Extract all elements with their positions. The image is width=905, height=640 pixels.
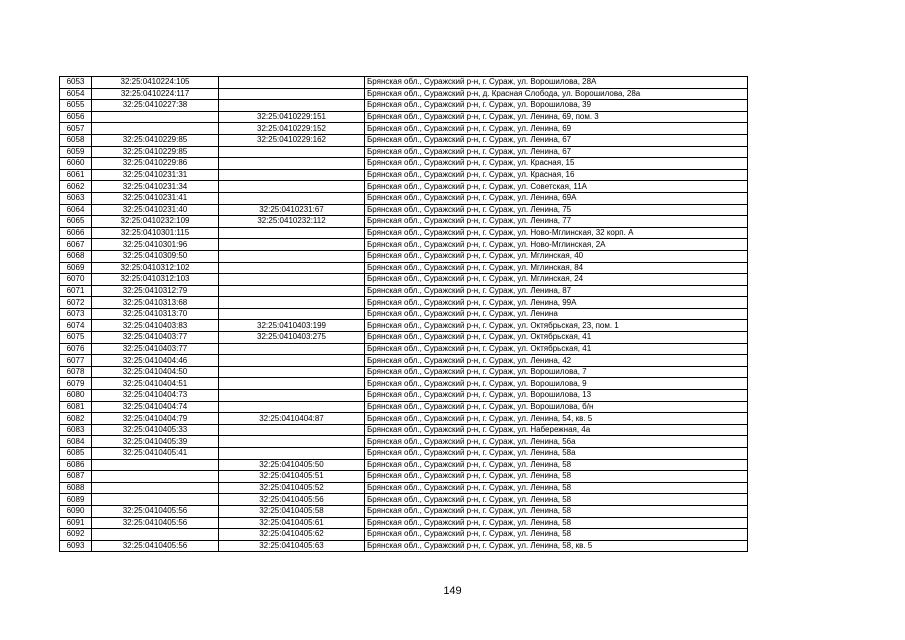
address-cell: Брянская обл., Суражский р-н, г. Сураж, ул. Ленина, 42 bbox=[365, 355, 748, 367]
page-number: 149 bbox=[443, 585, 462, 597]
table-row bbox=[60, 111, 748, 123]
parcel-cadastral-number-cell bbox=[92, 123, 219, 135]
row-number-cell: 6057 bbox=[60, 123, 92, 135]
row-number-cell: 6080 bbox=[60, 390, 92, 402]
address-cell: Брянская обл., Суражский р-н, г. Сураж, ул. Ворошилова, 9 bbox=[365, 378, 748, 390]
building-cadastral-number-cell: 32:25:0410229:152 bbox=[219, 123, 365, 135]
row-number-cell: 6078 bbox=[60, 366, 92, 378]
address-cell: Брянская обл., Суражский р-н, г. Сураж, ул. Ленина, 58 bbox=[365, 471, 748, 483]
address-cell: Брянская обл., Суражский р-н, д. Красная Слобода, ул. Ворошилова, 28а bbox=[365, 88, 748, 100]
address-cell: Брянская обл., Суражский р-н, г. Сураж, ул. Ворошилова, 39 bbox=[365, 100, 748, 112]
row-number-cell: 6087 bbox=[60, 471, 92, 483]
building-cadastral-number-cell bbox=[219, 250, 365, 262]
address-cell: Брянская обл., Суражский р-н, г. Сураж, ул. Ново-Мглинская, 2А bbox=[365, 239, 748, 251]
table-row bbox=[60, 436, 748, 448]
building-cadastral-number-cell bbox=[219, 355, 365, 367]
address-cell: Брянская обл., Суражский р-н, г. Сураж, ул. Мглинская, 84 bbox=[365, 262, 748, 274]
row-number-cell: 6055 bbox=[60, 100, 92, 112]
address-cell: Брянская обл., Суражский р-н, г. Сураж, ул. Ленина, 58 bbox=[365, 505, 748, 517]
parcel-cadastral-number-cell: 32:25:0410229:85 bbox=[92, 146, 219, 158]
building-cadastral-number-cell bbox=[219, 297, 365, 309]
building-cadastral-number-cell: 32:25:0410405:51 bbox=[219, 471, 365, 483]
parcel-cadastral-number-cell: 32:25:0410405:39 bbox=[92, 436, 219, 448]
building-cadastral-number-cell bbox=[219, 424, 365, 436]
table-row bbox=[60, 123, 748, 135]
row-number-cell: 6072 bbox=[60, 297, 92, 309]
address-cell: Брянская обл., Суражский р-н, г. Сураж, ул. Ленина, 58 bbox=[365, 482, 748, 494]
table-row bbox=[60, 100, 748, 112]
address-cell: Брянская обл., Суражский р-н, г. Сураж, ул. Мглинская, 24 bbox=[365, 274, 748, 286]
address-cell: Брянская обл., Суражский р-н, г. Сураж, ул. Ленина, 87 bbox=[365, 285, 748, 297]
parcel-cadastral-number-cell: 32:25:0410312:103 bbox=[92, 274, 219, 286]
table-row bbox=[60, 239, 748, 251]
table-row bbox=[60, 227, 748, 239]
row-number-cell: 6067 bbox=[60, 239, 92, 251]
row-number-cell: 6079 bbox=[60, 378, 92, 390]
building-cadastral-number-cell bbox=[219, 274, 365, 286]
building-cadastral-number-cell bbox=[219, 366, 365, 378]
parcel-cadastral-number-cell bbox=[92, 494, 219, 506]
row-number-cell: 6059 bbox=[60, 146, 92, 158]
row-number-cell: 6064 bbox=[60, 204, 92, 216]
address-cell: Брянская обл., Суражский р-н, г. Сураж, ул. Ленина, 54, кв. 5 bbox=[365, 413, 748, 425]
address-cell: Брянская обл., Суражский р-н, г. Сураж, ул. Красная, 15 bbox=[365, 158, 748, 170]
row-number-cell: 6083 bbox=[60, 424, 92, 436]
address-cell: Брянская обл., Суражский р-н, г. Сураж, ул. Ленина, 58 bbox=[365, 517, 748, 529]
table-row bbox=[60, 401, 748, 413]
row-number-cell: 6062 bbox=[60, 181, 92, 193]
table-row bbox=[60, 378, 748, 390]
address-cell: Брянская обл., Суражский р-н, г. Сураж, ул. Ворошилова, 28А bbox=[365, 77, 748, 89]
parcel-cadastral-number-cell: 32:25:0410229:86 bbox=[92, 158, 219, 170]
address-cell: Брянская обл., Суражский р-н, г. Сураж, ул. Ворошилова, б/н bbox=[365, 401, 748, 413]
row-number-cell: 6074 bbox=[60, 320, 92, 332]
table-row bbox=[60, 134, 748, 146]
row-number-cell: 6071 bbox=[60, 285, 92, 297]
building-cadastral-number-cell bbox=[219, 343, 365, 355]
table-row bbox=[60, 320, 748, 332]
row-number-cell: 6085 bbox=[60, 448, 92, 460]
address-cell: Брянская обл., Суражский р-н, г. Сураж, ул. Октябрьская, 41 bbox=[365, 332, 748, 344]
address-cell: Брянская обл., Суражский р-н, г. Сураж, ул. Красная, 16 bbox=[365, 169, 748, 181]
parcel-cadastral-number-cell: 32:25:0410313:70 bbox=[92, 308, 219, 320]
row-number-cell: 6053 bbox=[60, 77, 92, 89]
table-row bbox=[60, 459, 748, 471]
building-cadastral-number-cell bbox=[219, 77, 365, 89]
table-row bbox=[60, 158, 748, 170]
row-number-cell: 6086 bbox=[60, 459, 92, 471]
building-cadastral-number-cell bbox=[219, 192, 365, 204]
row-number-cell: 6073 bbox=[60, 308, 92, 320]
building-cadastral-number-cell bbox=[219, 285, 365, 297]
table-row bbox=[60, 169, 748, 181]
address-cell: Брянская обл., Суражский р-н, г. Сураж, ул. Набережная, 4а bbox=[365, 424, 748, 436]
parcel-cadastral-number-cell: 32:25:0410231:34 bbox=[92, 181, 219, 193]
parcel-cadastral-number-cell: 32:25:0410404:73 bbox=[92, 390, 219, 402]
building-cadastral-number-cell bbox=[219, 436, 365, 448]
table-row bbox=[60, 146, 748, 158]
parcel-cadastral-number-cell: 32:25:0410313:68 bbox=[92, 297, 219, 309]
address-cell: Брянская обл., Суражский р-н, г. Сураж, ул. Ленина, 58а bbox=[365, 448, 748, 460]
table-row bbox=[60, 250, 748, 262]
row-number-cell: 6088 bbox=[60, 482, 92, 494]
address-cell: Брянская обл., Суражский р-н, г. Сураж, ул. Октябрьская, 23, пом. 1 bbox=[365, 320, 748, 332]
row-number-cell: 6056 bbox=[60, 111, 92, 123]
table-row bbox=[60, 448, 748, 460]
table-row bbox=[60, 505, 748, 517]
building-cadastral-number-cell bbox=[219, 262, 365, 274]
row-number-cell: 6069 bbox=[60, 262, 92, 274]
row-number-cell: 6066 bbox=[60, 227, 92, 239]
parcel-cadastral-number-cell: 32:25:0410231:40 bbox=[92, 204, 219, 216]
parcel-cadastral-number-cell: 32:25:0410403:77 bbox=[92, 343, 219, 355]
row-number-cell: 6076 bbox=[60, 343, 92, 355]
building-cadastral-number-cell: 32:25:0410405:52 bbox=[219, 482, 365, 494]
table-row bbox=[60, 285, 748, 297]
row-number-cell: 6065 bbox=[60, 216, 92, 228]
row-number-cell: 6060 bbox=[60, 158, 92, 170]
parcel-cadastral-number-cell: 32:25:0410309:50 bbox=[92, 250, 219, 262]
table-row bbox=[60, 181, 748, 193]
parcel-cadastral-number-cell: 32:25:0410405:41 bbox=[92, 448, 219, 460]
address-cell: Брянская обл., Суражский р-н, г. Сураж, ул. Октябрьская, 41 bbox=[365, 343, 748, 355]
parcel-cadastral-number-cell: 32:25:0410404:51 bbox=[92, 378, 219, 390]
table-row bbox=[60, 517, 748, 529]
table-row bbox=[60, 88, 748, 100]
parcel-cadastral-number-cell: 32:25:0410232:109 bbox=[92, 216, 219, 228]
row-number-cell: 6068 bbox=[60, 250, 92, 262]
address-cell: Брянская обл., Суражский р-н, г. Сураж, ул. Мглинская, 40 bbox=[365, 250, 748, 262]
building-cadastral-number-cell: 32:25:0410403:199 bbox=[219, 320, 365, 332]
table-row bbox=[60, 274, 748, 286]
table-row bbox=[60, 366, 748, 378]
parcel-cadastral-number-cell: 32:25:0410403:77 bbox=[92, 332, 219, 344]
building-cadastral-number-cell: 32:25:0410405:61 bbox=[219, 517, 365, 529]
table-row bbox=[60, 216, 748, 228]
address-cell: Брянская обл., Суражский р-н, г. Сураж, ул. Ленина, 77 bbox=[365, 216, 748, 228]
building-cadastral-number-cell: 32:25:0410232:112 bbox=[219, 216, 365, 228]
building-cadastral-number-cell: 32:25:0410405:63 bbox=[219, 540, 365, 552]
table-row bbox=[60, 355, 748, 367]
row-number-cell: 6061 bbox=[60, 169, 92, 181]
address-cell: Брянская обл., Суражский р-н, г. Сураж, ул. Ленина, 75 bbox=[365, 204, 748, 216]
parcel-cadastral-number-cell: 32:25:0410231:31 bbox=[92, 169, 219, 181]
table-row bbox=[60, 494, 748, 506]
table-row bbox=[60, 390, 748, 402]
address-cell: Брянская обл., Суражский р-н, г. Сураж, ул. Ленина, 58, кв. 5 bbox=[365, 540, 748, 552]
parcel-cadastral-number-cell: 32:25:0410403:83 bbox=[92, 320, 219, 332]
parcel-cadastral-number-cell bbox=[92, 459, 219, 471]
address-cell: Брянская обл., Суражский р-н, г. Сураж, ул. Ленина, 56а bbox=[365, 436, 748, 448]
row-number-cell: 6090 bbox=[60, 505, 92, 517]
table-row bbox=[60, 192, 748, 204]
building-cadastral-number-cell bbox=[219, 100, 365, 112]
parcel-cadastral-number-cell: 32:25:0410231:41 bbox=[92, 192, 219, 204]
table-row bbox=[60, 308, 748, 320]
row-number-cell: 6091 bbox=[60, 517, 92, 529]
building-cadastral-number-cell: 32:25:0410405:58 bbox=[219, 505, 365, 517]
table-row bbox=[60, 77, 748, 89]
parcel-cadastral-number-cell: 32:25:0410301:96 bbox=[92, 239, 219, 251]
address-cell: Брянская обл., Суражский р-н, г. Сураж, ул. Ленина, 58 bbox=[365, 529, 748, 541]
parcel-cadastral-number-cell: 32:25:0410227:38 bbox=[92, 100, 219, 112]
address-cell: Брянская обл., Суражский р-н, г. Сураж, ул. Ворошилова, 7 bbox=[365, 366, 748, 378]
building-cadastral-number-cell bbox=[219, 227, 365, 239]
parcel-cadastral-number-cell: 32:25:0410405:56 bbox=[92, 505, 219, 517]
parcel-cadastral-number-cell bbox=[92, 471, 219, 483]
row-number-cell: 6093 bbox=[60, 540, 92, 552]
building-cadastral-number-cell: 32:25:0410405:56 bbox=[219, 494, 365, 506]
row-number-cell: 6075 bbox=[60, 332, 92, 344]
row-number-cell: 6081 bbox=[60, 401, 92, 413]
building-cadastral-number-cell bbox=[219, 378, 365, 390]
parcel-cadastral-number-cell: 32:25:0410404:79 bbox=[92, 413, 219, 425]
building-cadastral-number-cell bbox=[219, 401, 365, 413]
building-cadastral-number-cell: 32:25:0410405:62 bbox=[219, 529, 365, 541]
building-cadastral-number-cell: 32:25:0410403:275 bbox=[219, 332, 365, 344]
table-row bbox=[60, 343, 748, 355]
address-cell: Брянская обл., Суражский р-н, г. Сураж, ул. Ленина, 69, пом. 3 bbox=[365, 111, 748, 123]
address-cell: Брянская обл., Суражский р-н, г. Сураж, ул. Ленина, 69А bbox=[365, 192, 748, 204]
address-cell: Брянская обл., Суражский р-н, г. Сураж, ул. Ворошилова, 13 bbox=[365, 390, 748, 402]
table-row bbox=[60, 262, 748, 274]
building-cadastral-number-cell bbox=[219, 390, 365, 402]
building-cadastral-number-cell bbox=[219, 169, 365, 181]
parcel-cadastral-number-cell: 32:25:0410301:115 bbox=[92, 227, 219, 239]
building-cadastral-number-cell bbox=[219, 448, 365, 460]
registry-table-body bbox=[60, 77, 748, 552]
address-cell: Брянская обл., Суражский р-н, г. Сураж, ул. Ленина, 67 bbox=[365, 134, 748, 146]
registry-table bbox=[59, 76, 748, 552]
building-cadastral-number-cell bbox=[219, 239, 365, 251]
row-number-cell: 6084 bbox=[60, 436, 92, 448]
table-row bbox=[60, 540, 748, 552]
building-cadastral-number-cell bbox=[219, 181, 365, 193]
building-cadastral-number-cell bbox=[219, 308, 365, 320]
parcel-cadastral-number-cell: 32:25:0410405:56 bbox=[92, 517, 219, 529]
parcel-cadastral-number-cell: 32:25:0410229:85 bbox=[92, 134, 219, 146]
building-cadastral-number-cell: 32:25:0410404:87 bbox=[219, 413, 365, 425]
table-row bbox=[60, 297, 748, 309]
building-cadastral-number-cell bbox=[219, 88, 365, 100]
table-row bbox=[60, 482, 748, 494]
parcel-cadastral-number-cell: 32:25:0410404:50 bbox=[92, 366, 219, 378]
table-row bbox=[60, 413, 748, 425]
building-cadastral-number-cell: 32:25:0410231:67 bbox=[219, 204, 365, 216]
parcel-cadastral-number-cell bbox=[92, 529, 219, 541]
building-cadastral-number-cell: 32:25:0410405:50 bbox=[219, 459, 365, 471]
row-number-cell: 6089 bbox=[60, 494, 92, 506]
row-number-cell: 6063 bbox=[60, 192, 92, 204]
address-cell: Брянская обл., Суражский р-н, г. Сураж, ул. Ленина, 99А bbox=[365, 297, 748, 309]
building-cadastral-number-cell: 32:25:0410229:162 bbox=[219, 134, 365, 146]
parcel-cadastral-number-cell: 32:25:0410224:117 bbox=[92, 88, 219, 100]
address-cell: Брянская обл., Суражский р-н, г. Сураж, ул. Ленина, 69 bbox=[365, 123, 748, 135]
row-number-cell: 6070 bbox=[60, 274, 92, 286]
row-number-cell: 6077 bbox=[60, 355, 92, 367]
parcel-cadastral-number-cell: 32:25:0410404:46 bbox=[92, 355, 219, 367]
row-number-cell: 6082 bbox=[60, 413, 92, 425]
address-cell: Брянская обл., Суражский р-н, г. Сураж, ул. Ленина, 58 bbox=[365, 494, 748, 506]
row-number-cell: 6092 bbox=[60, 529, 92, 541]
building-cadastral-number-cell bbox=[219, 146, 365, 158]
table-row bbox=[60, 424, 748, 436]
row-number-cell: 6058 bbox=[60, 134, 92, 146]
address-cell: Брянская обл., Суражский р-н, г. Сураж, ул. Ленина bbox=[365, 308, 748, 320]
parcel-cadastral-number-cell bbox=[92, 111, 219, 123]
row-number-cell: 6054 bbox=[60, 88, 92, 100]
parcel-cadastral-number-cell: 32:25:0410405:56 bbox=[92, 540, 219, 552]
address-cell: Брянская обл., Суражский р-н, г. Сураж, ул. Советская, 11А bbox=[365, 181, 748, 193]
parcel-cadastral-number-cell bbox=[92, 482, 219, 494]
table-row bbox=[60, 471, 748, 483]
address-cell: Брянская обл., Суражский р-н, г. Сураж, ул. Ленина, 67 bbox=[365, 146, 748, 158]
building-cadastral-number-cell bbox=[219, 158, 365, 170]
address-cell: Брянская обл., Суражский р-н, г. Сураж, ул. Ленина, 58 bbox=[365, 459, 748, 471]
parcel-cadastral-number-cell: 32:25:0410224:105 bbox=[92, 77, 219, 89]
table-row bbox=[60, 529, 748, 541]
table-row bbox=[60, 332, 748, 344]
parcel-cadastral-number-cell: 32:25:0410312:102 bbox=[92, 262, 219, 274]
parcel-cadastral-number-cell: 32:25:0410405:33 bbox=[92, 424, 219, 436]
building-cadastral-number-cell: 32:25:0410229:151 bbox=[219, 111, 365, 123]
table-row bbox=[60, 204, 748, 216]
parcel-cadastral-number-cell: 32:25:0410404:74 bbox=[92, 401, 219, 413]
address-cell: Брянская обл., Суражский р-н, г. Сураж, ул. Ново-Мглинская, 32 корп. А bbox=[365, 227, 748, 239]
parcel-cadastral-number-cell: 32:25:0410312:79 bbox=[92, 285, 219, 297]
